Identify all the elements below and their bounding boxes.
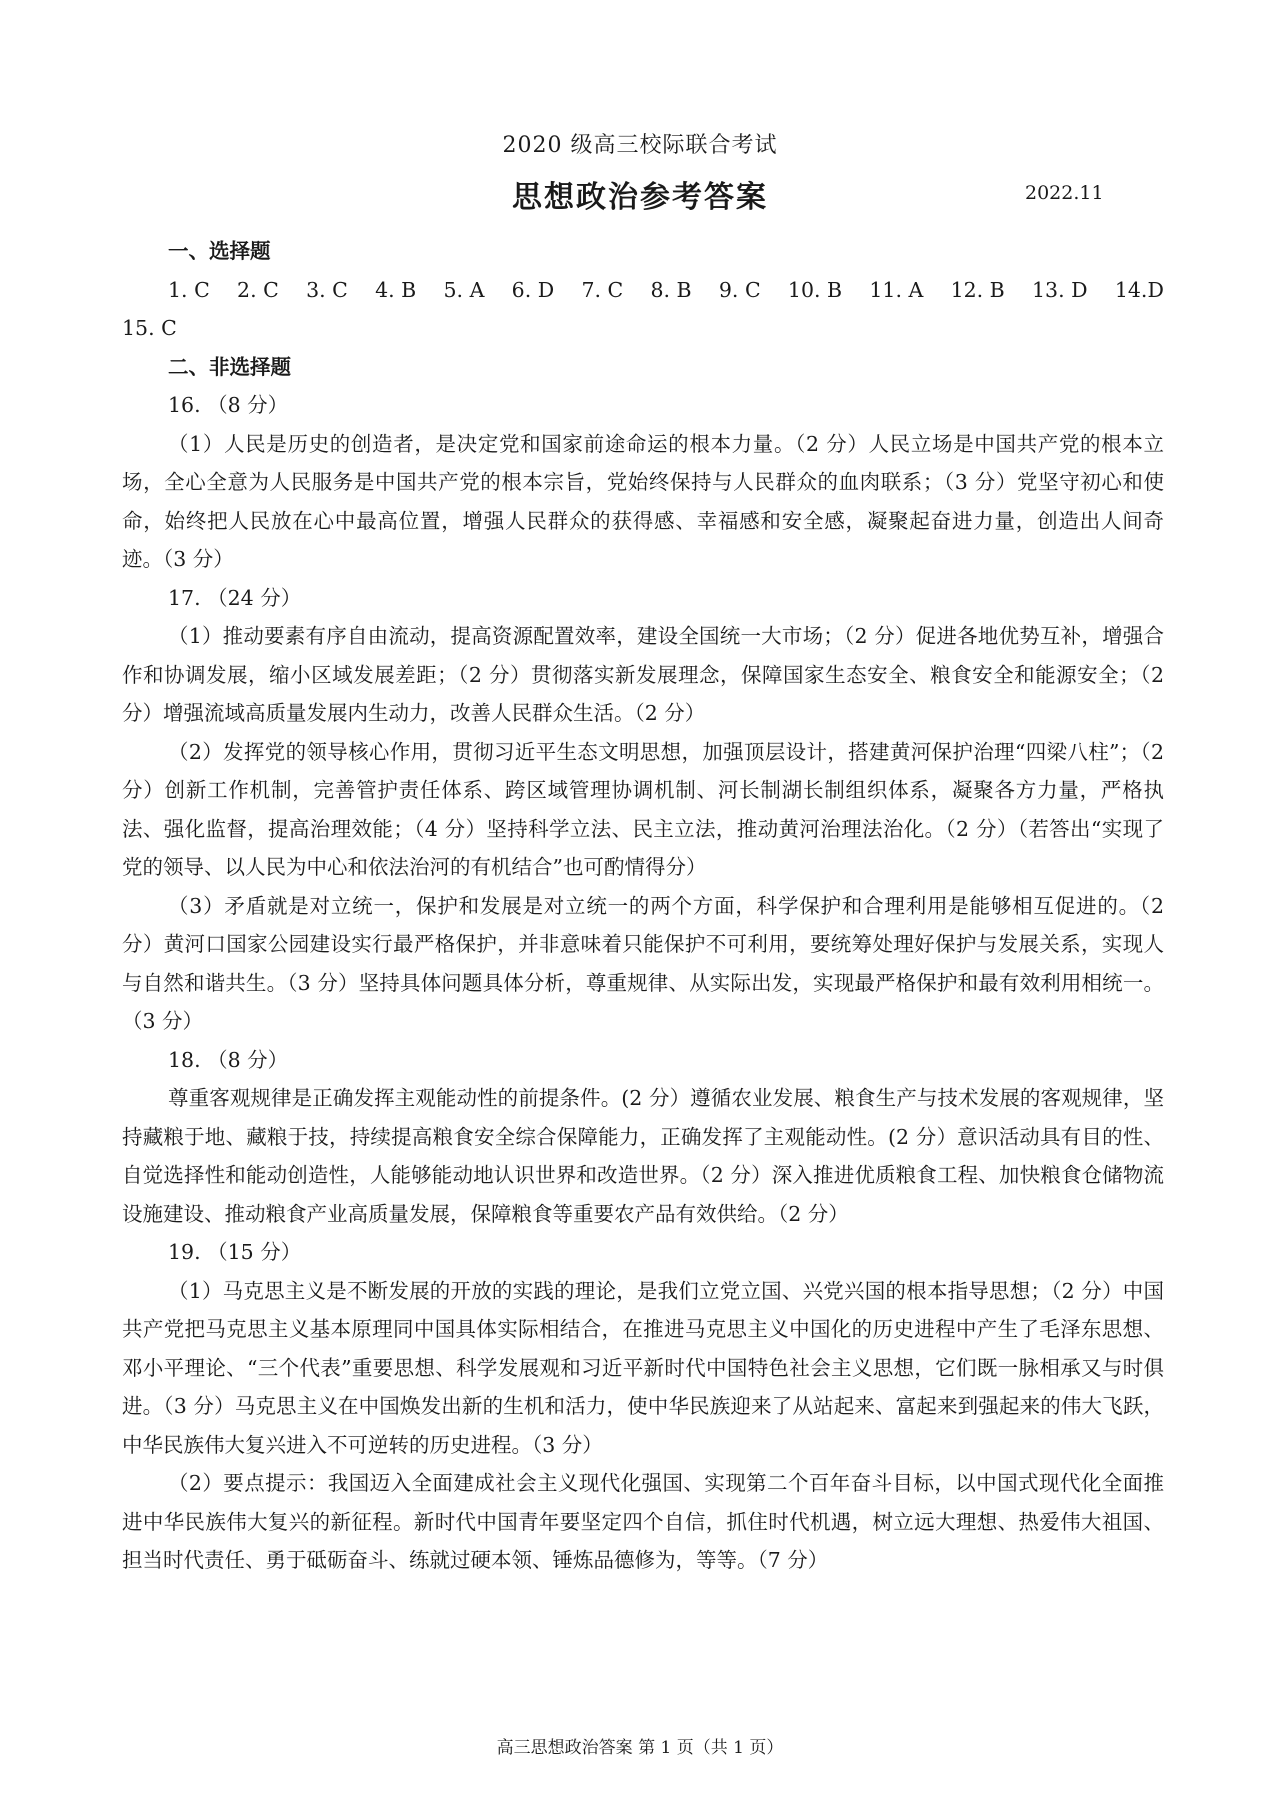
choice-answer: 10. B <box>787 277 843 302</box>
question-17-answer-2: （2）发挥党的领导核心作用，贯彻习近平生态文明思想，加强顶层设计，搭建黄河保护治理“四梁八柱”；（2 分）创新工作机制，完善管护责任体系、跨区域管理协调机制、河长制湖长制组织体系，凝聚各方力量，严格执法、强化监督，提高治理效能；（4 分）坚持科学立法、民主立法，推动黄河治理法治化。（2 分）（若答出“实现了党的领导、以人民为中心和依法治河的有机结合”也可酌情得分） <box>122 739 1164 879</box>
question-17-heading: 17. （24 分） <box>168 585 302 610</box>
choice-answer: 5. A <box>443 277 485 302</box>
question-19-answer-2: （2）要点提示：我国迈入全面建成社会主义现代化强国、实现第二个百年奋斗目标，以中国式现代化全面推进中华民族伟大复兴的新征程。新时代中国青年要坚定四个自信，抓住时代机遇，树立远大理想、热爱伟大祖国、担当时代责任、勇于砥砺奋斗、练就过硬本领、锤炼品德修为，等等。（7 分） <box>122 1471 1164 1572</box>
choice-answer: 2. C <box>237 277 279 302</box>
choice-answer: 1. C <box>168 277 210 302</box>
choice-answer: 4. B <box>375 277 417 302</box>
choice-answer: 14.D <box>1114 277 1164 302</box>
question-18-heading: 18. （8 分） <box>168 1047 289 1072</box>
choice-answer: 7. C <box>581 277 624 302</box>
choice-answer: 8. B <box>650 277 692 302</box>
choice-answer: 6. D <box>511 277 555 302</box>
question-17-answer-1: （1）推动要素有序自由流动，提高资源配置效率，建设全国统一大市场；（2 分）促进各地优势互补，增强合作和协调发展，缩小区域发展差距；（2 分）贯彻落实新发展理念，保障国家生态安全、粮食安全和能源安全；（2 分）增强流域高质量发展内生动力，改善人民群众生活。（2 分） <box>122 624 1164 725</box>
choice-answers-row <box>122 271 1164 310</box>
question-19-heading: 19. （15 分） <box>168 1240 302 1264</box>
exam-date: 2022.11 <box>1025 182 1104 204</box>
section-heading-nonchoice: 二、非选择题 <box>168 354 291 379</box>
choice-answer: 3. C <box>306 277 348 302</box>
question-18-answer: 尊重客观规律是正确发挥主观能动性的前提条件。(2 分）遵循农业发展、粮食生产与技术发展的客观规律，坚持藏粮于地、藏粮于技，持续提高粮食安全综合保障能力，正确发挥了主观能动性。(2 分）意识活动具有目的性、自觉选择性和能动创造性，人能够能动地认识世界和改造世界。（2 分）深入推进优质粮食工程、加快粮食仓储物流设施建设、推动粮食产业高质量发展，保障粮食等重要农产品有效供给。（2 分） <box>122 1086 1164 1226</box>
question-16-answer: （1）人民是历史的创造者，是决定党和国家前途命运的根本力量。（2 分）人民立场是中国共产党的根本立场，全心全意为人民服务是中国共产党的根本宗旨，党始终保持与人民群众的血肉联系；（3 分）党坚守初心和使命，始终把人民放在心中最高位置，增强人民群众的获得感、幸福感和安全感，凝聚起奋进力量，创造出人间奇迹。（3 分） <box>122 431 1164 571</box>
choice-answer: 15. C <box>122 316 177 340</box>
question-19-answer-1: （1）马克思主义是不断发展的开放的实践的理论，是我们立党立国、兴党兴国的根本指导思想；（2 分）中国共产党把马克思主义基本原理同中国具体实际相结合，在推进马克思主义中国化的历史进程中产生了毛泽东思想、邓小平理论、“三个代表”重要思想、科学发展观和习近平新时代中国特色社会主义思想，它们既一脉相承又与时俱进。（3 分）马克思主义在中国焕发出新的生机和活力，使中华民族迎来了从站起来、富起来到强起来的伟大飞跃，中华民族伟大复兴进入不可逆转的历史进程。（3 分） <box>122 1278 1164 1457</box>
choice-answer: 9. C <box>718 277 761 302</box>
choice-answer: 12. B <box>950 277 1005 302</box>
choice-answer: 11. A <box>869 277 924 302</box>
choice-answer: 13. D <box>1032 277 1088 302</box>
section-heading-choice: 一、选择题 <box>168 239 271 263</box>
page-footer: 高三思想政治答案 第 1 页（共 1 页） <box>496 1738 784 1758</box>
question-16-heading: 16. （8 分） <box>168 393 289 417</box>
answer-content <box>122 232 1164 1580</box>
exam-name: 2020 级高三校际联合考试 <box>502 133 778 158</box>
question-17-answer-3: （3）矛盾就是对立统一，保护和发展是对立统一的两个方面，科学保护和合理利用是能够相互促进的。（2 分）黄河口国家公园建设实行最严格保护，并非意味着只能保护不可利用，要统筹处理好保护与发展关系，实现人与自然和谐共生。（3 分）坚持具体问题具体分析，尊重规律、从实际出发，实现最严格保护和最有效利用相统一。（3 分） <box>122 893 1164 1033</box>
page-title: 思想政治参考答案 <box>512 180 768 215</box>
